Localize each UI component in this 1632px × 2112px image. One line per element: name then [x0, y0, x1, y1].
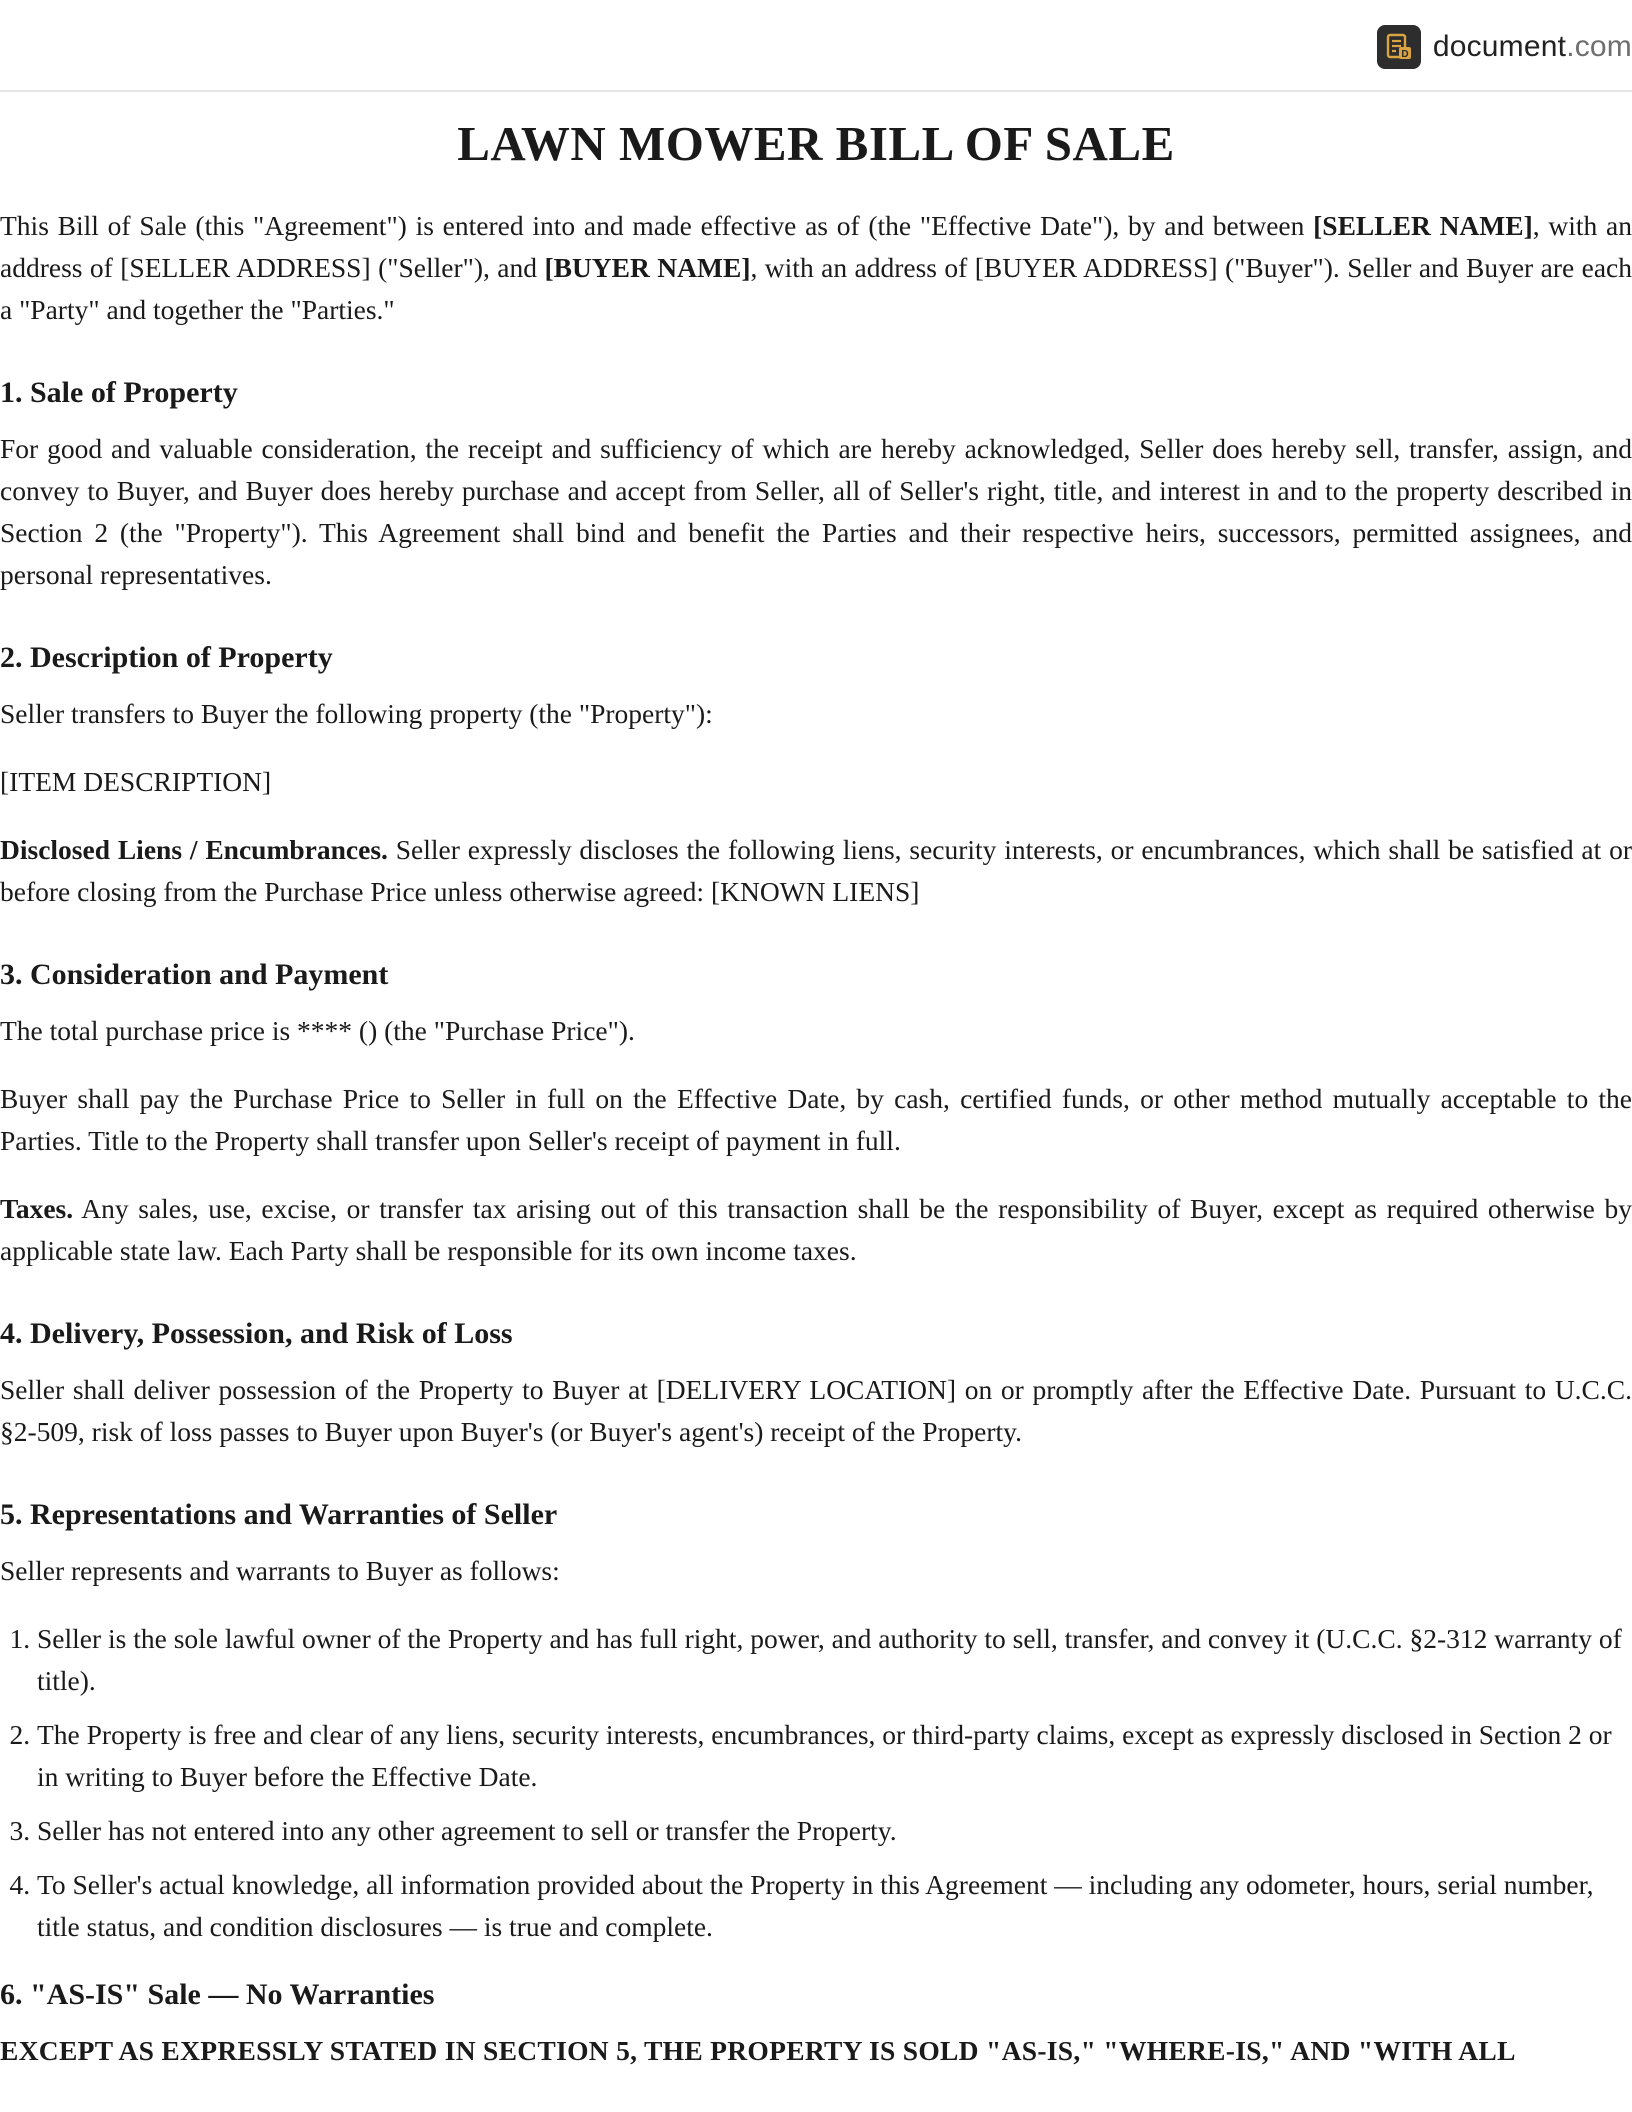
brand[interactable] — [1377, 25, 1632, 69]
brand-name-main: document — [1432, 30, 1567, 63]
document-title: LAWN MOWER BILL OF SALE — [457, 116, 1175, 171]
list-item: 1. Seller is the sole lawful owner of the Property and has full right, power, and authority to sell, transfer, and convey it (U.C.C. §2-312 warranty of title). — [37, 1618, 1632, 1702]
taxes-label: Taxes. — [0, 1193, 74, 1224]
intro-text-3: , with an address of [BUYER ADDRESS] ("Buyer"). Seller and Buyer are each a "Party" and together the "Parties." — [0, 252, 1632, 325]
svg-text:D: D — [1401, 49, 1409, 60]
section-3-heading: 3. Consideration and Payment — [0, 958, 389, 991]
section-4-body: Seller shall deliver possession of the Property to Buyer at [DELIVERY LOCATION] on or promptly after the Effective Date. Pursuant to U.C.C. §2-509, risk of loss passes to Buyer upon Buyer's (or Buyer's agent's) receipt of the Property. — [0, 1374, 1632, 1447]
purchase-price-paragraph: The total purchase price is **** () (the "Purchase Price"). — [0, 1015, 635, 1046]
taxes-body: Any sales, use, excise, or transfer tax arising out of this transaction shall be the responsibility of Buyer, except as required otherwise by applicable state law. Each Party shall be responsible for its own income taxes. — [0, 1193, 1632, 1266]
section-5-heading: 5. Representations and Warranties of Seller — [0, 1498, 558, 1531]
document-logo-icon — [1377, 25, 1421, 69]
list-item: 4. To Seller's actual knowledge, all information provided about the Property in this Agreement — including any odometer, hours, serial number, title status, and condition disclosures — is true and complete. — [37, 1864, 1632, 1948]
section-6-heading: 6. "AS-IS" Sale — No Warranties — [0, 1978, 435, 2011]
warranties-list — [0, 1618, 1632, 1948]
liens-label: Disclosed Liens / Encumbrances. — [0, 834, 388, 865]
intro-text-1: This Bill of Sale (this "Agreement") is entered into and made effective as of (the "Effective Date"), by and between — [0, 210, 1314, 241]
document-body — [0, 92, 1632, 2072]
brand-name-tld: .com — [1566, 30, 1632, 63]
seller-name-placeholder: [SELLER NAME] — [1313, 210, 1533, 241]
taxes-paragraph — [0, 1188, 1632, 1272]
payment-paragraph: Buyer shall pay the Purchase Price to Seller in full on the Effective Date, by cash, certified funds, or other method mutually acceptable to the Parties. Title to the Property shall transfer upon Seller's receipt of payment in full. — [0, 1083, 1632, 1156]
section-1-body: For good and valuable consideration, the receipt and sufficiency of which are hereby acknowledged, Seller does hereby sell, transfer, assign, and convey to Buyer, and Buyer does hereby purchase and accept from Seller, all of Seller's right, title, and interest in and to the property described in Section 2 (the "Property"). This Agreement shall bind and benefit the Parties and their respective heirs, successors, permitted assignees, and personal representatives. — [0, 433, 1632, 590]
section-6-body: EXCEPT AS EXPRESSLY STATED IN SECTION 5, THE PROPERTY IS SOLD "AS-IS," "WHERE-IS," AND "WITH ALL — [0, 2035, 1516, 2066]
liens-body: Seller expressly discloses the following liens, security interests, or encumbrances, which shall be satisfied at or before closing from the Purchase Price unless otherwise agreed: [KNOWN LIENS] — [0, 834, 1632, 907]
section-1-heading: 1. Sale of Property — [0, 376, 238, 409]
section-2-intro: Seller transfers to Buyer the following property (the "Property"): — [0, 698, 713, 729]
list-item: 3. Seller has not entered into any other agreement to sell or transfer the Property. — [37, 1810, 1632, 1852]
buyer-name-placeholder: [BUYER NAME] — [544, 252, 751, 283]
liens-paragraph — [0, 829, 1632, 913]
section-5-intro: Seller represents and warrants to Buyer as follows: — [0, 1555, 560, 1586]
top-bar — [0, 0, 1632, 92]
section-4-heading: 4. Delivery, Possession, and Risk of Loss — [0, 1317, 513, 1350]
list-item: 2. The Property is free and clear of any liens, security interests, encumbrances, or third-party claims, except as expressly disclosed in Section 2 or in writing to Buyer before the Effective Date. — [37, 1714, 1632, 1798]
intro-paragraph — [0, 205, 1632, 331]
item-description-placeholder: [ITEM DESCRIPTION] — [0, 766, 272, 797]
section-2-heading: 2. Description of Property — [0, 641, 333, 674]
intro-text-2: , with an address of [SELLER ADDRESS] ("Seller"), and — [0, 210, 1632, 283]
brand-name — [1433, 30, 1632, 64]
